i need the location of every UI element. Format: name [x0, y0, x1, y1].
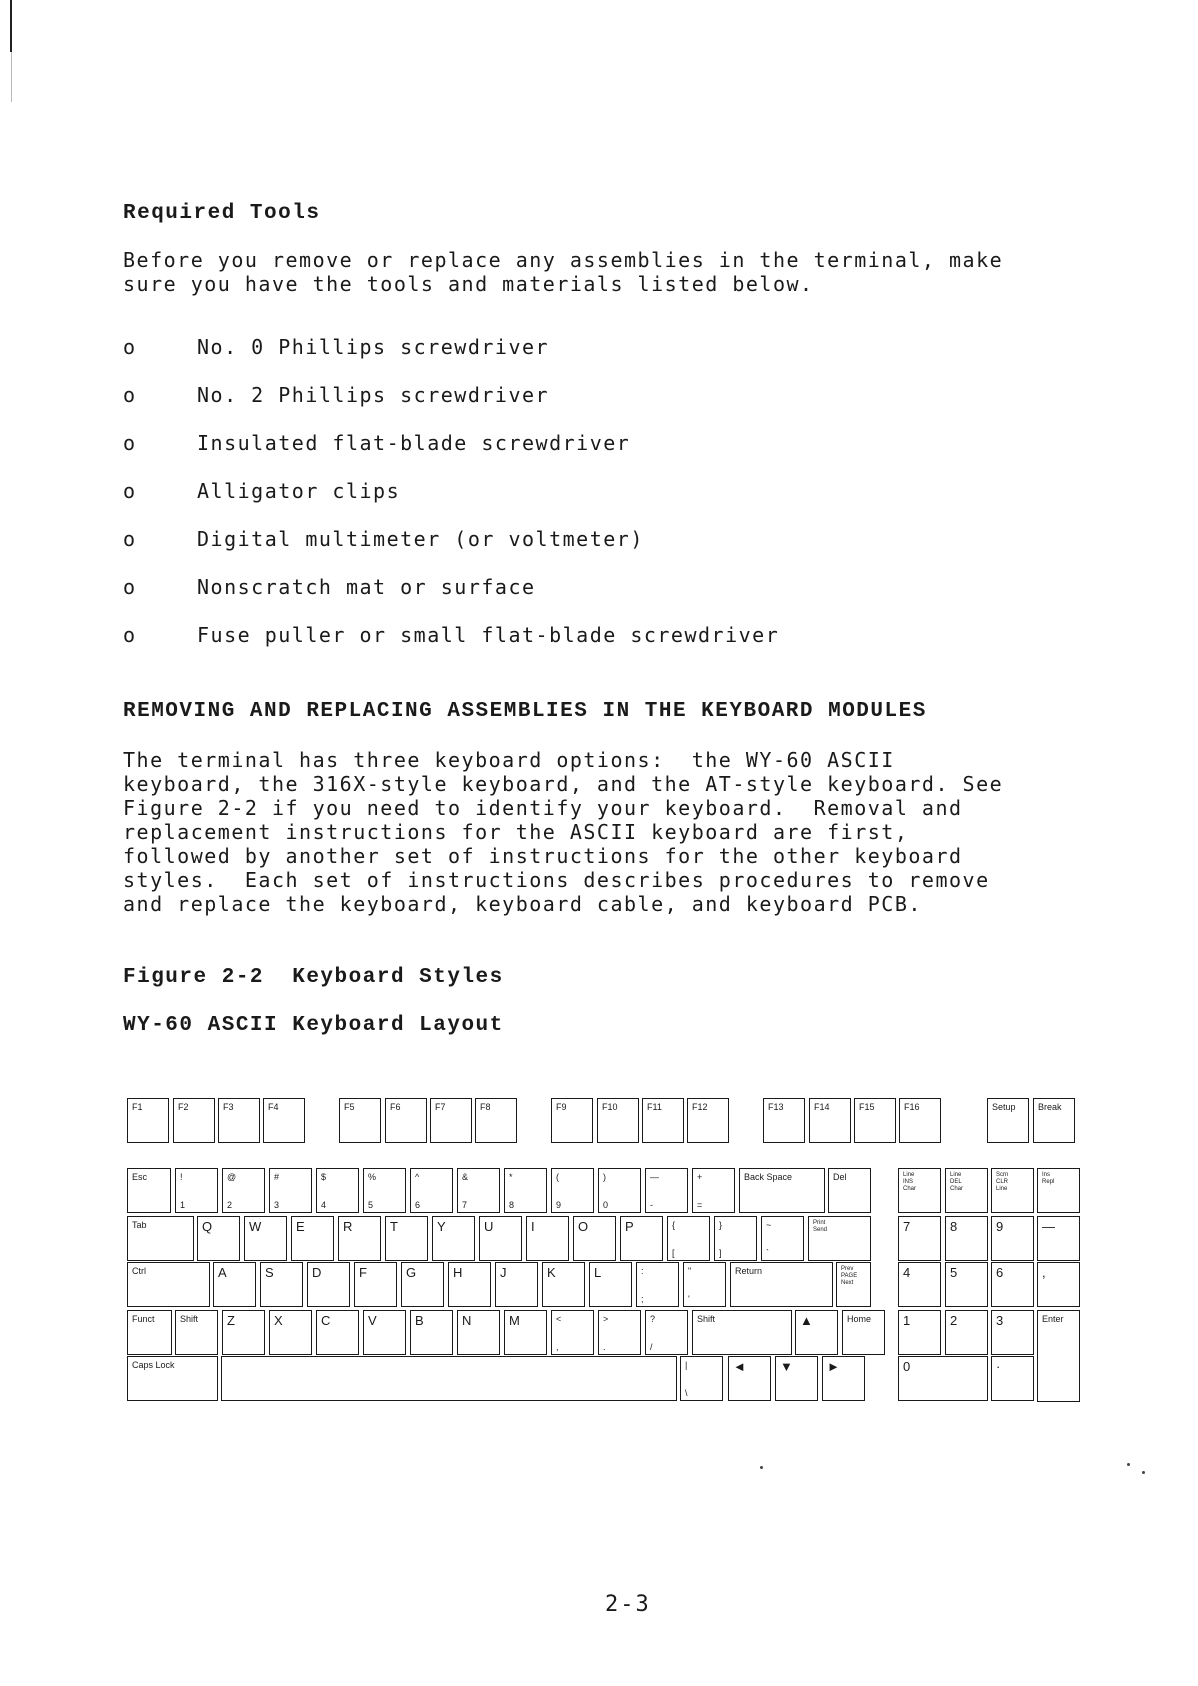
- keyboard-key: Setup: [987, 1098, 1029, 1143]
- bullet: o: [123, 383, 137, 407]
- keyboard-key: ·: [991, 1356, 1034, 1401]
- keyboard-key: N: [457, 1310, 500, 1355]
- keyboard-key: U: [479, 1216, 522, 1261]
- keyboard-key: 0: [898, 1356, 988, 1401]
- keyboard-key: " ': [683, 1262, 726, 1307]
- keyboard-key: 6: [991, 1262, 1034, 1307]
- keyboard-key: ▲: [795, 1310, 838, 1355]
- keyboard-key: @ 2: [222, 1168, 265, 1213]
- keyboard-key: Del: [828, 1168, 871, 1213]
- keyboard-key: 7: [898, 1216, 941, 1261]
- keyboard-key: V: [363, 1310, 406, 1355]
- bullet: o: [123, 527, 137, 551]
- list-item: [123, 431, 779, 479]
- keyboard-key: — -: [645, 1168, 688, 1213]
- keyboard-key: Shift: [175, 1310, 218, 1355]
- required-tools-intro: Before you remove or replace any assemblies in the terminal, make sure you have the tools and materials listed below.: [123, 248, 1004, 296]
- keyboard-key: Y: [432, 1216, 475, 1261]
- keyboard-key: D: [307, 1262, 350, 1307]
- keyboard-key: > .: [598, 1310, 641, 1355]
- bullet: o: [123, 575, 137, 599]
- list-item: [123, 383, 779, 431]
- keyboard-key: Print Send: [808, 1216, 871, 1261]
- keyboard-key: ►: [822, 1356, 865, 1401]
- keyboard-key: Break: [1033, 1098, 1075, 1143]
- keyboard-key: F15: [854, 1098, 896, 1143]
- keyboard-key: Back Space: [739, 1168, 825, 1213]
- keyboard-key: Ins Repl: [1037, 1168, 1080, 1213]
- keyboard-key: G: [401, 1262, 444, 1307]
- keyboard-key: Caps Lock: [127, 1356, 218, 1401]
- tool-item-text: Digital multimeter (or voltmeter): [197, 527, 644, 551]
- keyboard-key: F1: [127, 1098, 169, 1143]
- keyboard-key: + =: [692, 1168, 735, 1213]
- keyboard-key: ~ `: [761, 1216, 804, 1261]
- keyboard-key: Line INS Char: [898, 1168, 941, 1213]
- keyboard-key: ▼: [775, 1356, 818, 1401]
- keyboard-key: F13: [763, 1098, 805, 1143]
- keyboard-key: F11: [642, 1098, 684, 1143]
- keyboard-key: Home: [842, 1310, 885, 1355]
- keyboard-key: ,: [1037, 1262, 1080, 1307]
- list-item: [123, 479, 779, 527]
- bullet: o: [123, 623, 137, 647]
- keyboard-key: 9: [991, 1216, 1034, 1261]
- keyboard-key: ◄: [728, 1356, 771, 1401]
- keyboard-key: 1: [898, 1310, 941, 1355]
- tool-item-text: Alligator clips: [197, 479, 401, 503]
- keyboard-key: M: [504, 1310, 547, 1355]
- scan-speck: [760, 1466, 763, 1469]
- keyboard-key: A: [213, 1262, 256, 1307]
- keyboard-key: T: [385, 1216, 428, 1261]
- keyboard-key: B: [410, 1310, 453, 1355]
- keyboard-key: E: [291, 1216, 334, 1261]
- list-item: [123, 575, 779, 623]
- keyboard-key: : ;: [636, 1262, 679, 1307]
- keyboard-key: S: [260, 1262, 303, 1307]
- keyboard-key: H: [448, 1262, 491, 1307]
- keyboard-key: F9: [551, 1098, 593, 1143]
- keyboard-key: L: [589, 1262, 632, 1307]
- keyboard-key: & 7: [457, 1168, 500, 1213]
- keyboard-key: F3: [218, 1098, 260, 1143]
- keyboard-key: Funct: [127, 1310, 172, 1355]
- figure-subcaption: WY-60 ASCII Keyboard Layout: [123, 1014, 504, 1037]
- tool-item-text: No. 2 Phillips screwdriver: [197, 383, 550, 407]
- keyboard-key: F7: [430, 1098, 472, 1143]
- keyboard-key: ! 1: [175, 1168, 218, 1213]
- keyboard-key: —: [1037, 1216, 1080, 1261]
- keyboard-key: Line DEL Char: [945, 1168, 988, 1213]
- keyboard-key: Ctrl: [127, 1262, 210, 1307]
- keyboard-key: Return: [730, 1262, 833, 1307]
- figure-caption: Figure 2-2 Keyboard Styles: [123, 966, 504, 989]
- keyboard-key: ^ 6: [410, 1168, 453, 1213]
- keyboard-key: Shift: [692, 1310, 792, 1355]
- keyboard-key: { [: [667, 1216, 710, 1261]
- tool-item-text: No. 0 Phillips screwdriver: [197, 335, 550, 359]
- keyboard-key: ) 0: [598, 1168, 641, 1213]
- keyboard-key: W: [244, 1216, 287, 1261]
- keyboard-key: F8: [475, 1098, 517, 1143]
- keyboard-key: F: [354, 1262, 397, 1307]
- keyboard-key: $ 4: [316, 1168, 359, 1213]
- keyboard-key: O: [573, 1216, 616, 1261]
- keyboard-key: 2: [945, 1310, 988, 1355]
- keyboard-key: F10: [597, 1098, 639, 1143]
- keyboard-key: 5: [945, 1262, 988, 1307]
- section-heading: REMOVING AND REPLACING ASSEMBLIES IN THE KEYBOARD MODULES: [123, 700, 927, 723]
- bullet: o: [123, 335, 137, 359]
- keyboard-key: R: [338, 1216, 381, 1261]
- keyboard-key: Scrn CLR Line: [991, 1168, 1034, 1213]
- keyboard-key: Z: [222, 1310, 265, 1355]
- section-body: The terminal has three keyboard options: the WY-60 ASCII keyboard, the 316X-style keyboard, and the AT-style keyboard. See Figure 2-2 if you need to identify your keyboard. Removal and replacement instructions for the ASCII keyboard are first, followed by another set of instructions for the other keyboard styles. Each set of instructions describes procedures to remove and replace the keyboard, keyboard cable, and keyboard PCB.: [123, 748, 1004, 916]
- keyboard-key: 8: [945, 1216, 988, 1261]
- keyboard-key: Tab: [127, 1216, 194, 1261]
- keyboard-key: [221, 1356, 677, 1401]
- keyboard-key: 3: [991, 1310, 1034, 1355]
- tool-item-text: Insulated flat-blade screwdriver: [197, 431, 631, 455]
- list-item: [123, 335, 779, 383]
- keyboard-key: I: [526, 1216, 569, 1261]
- bullet: o: [123, 479, 137, 503]
- keyboard-key: J: [495, 1262, 538, 1307]
- keyboard-key: Prev PAGE Next: [836, 1262, 871, 1307]
- keyboard-key: F4: [263, 1098, 305, 1143]
- keyboard-key: F6: [385, 1098, 427, 1143]
- keyboard-key: ? /: [645, 1310, 688, 1355]
- keyboard-key: | \: [680, 1356, 723, 1401]
- keyboard-key: F14: [809, 1098, 851, 1143]
- required-tools-heading: Required Tools: [123, 202, 321, 225]
- keyboard-key: F16: [899, 1098, 941, 1143]
- tool-list: [123, 335, 779, 671]
- scan-margin-mark: [11, 52, 12, 102]
- keyboard-key: < ,: [551, 1310, 594, 1355]
- keyboard-key: % 5: [363, 1168, 406, 1213]
- keyboard-key: P: [620, 1216, 663, 1261]
- page-number: 2-3: [605, 1592, 651, 1617]
- keyboard-key: Q: [197, 1216, 240, 1261]
- list-item: [123, 527, 779, 575]
- keyboard-key: Enter: [1037, 1310, 1080, 1402]
- keyboard-key: C: [316, 1310, 359, 1355]
- tool-item-text: Nonscratch mat or surface: [197, 575, 536, 599]
- tool-item-text: Fuse puller or small flat-blade screwdriver: [197, 623, 780, 647]
- scan-speck: [1142, 1471, 1145, 1474]
- keyboard-key: F5: [339, 1098, 381, 1143]
- keyboard-key: F12: [687, 1098, 729, 1143]
- keyboard-key: * 8: [504, 1168, 547, 1213]
- keyboard-key: 4: [898, 1262, 941, 1307]
- keyboard-key: ( 9: [551, 1168, 594, 1213]
- keyboard-key: K: [542, 1262, 585, 1307]
- keyboard-key: } ]: [714, 1216, 757, 1261]
- list-item: [123, 623, 779, 671]
- scan-speck: [1127, 1463, 1130, 1466]
- keyboard-key: # 3: [269, 1168, 312, 1213]
- keyboard-key: F2: [173, 1098, 215, 1143]
- keyboard-key: Esc: [127, 1168, 171, 1213]
- scan-margin-mark: [10, 0, 12, 52]
- bullet: o: [123, 431, 137, 455]
- keyboard-key: X: [269, 1310, 312, 1355]
